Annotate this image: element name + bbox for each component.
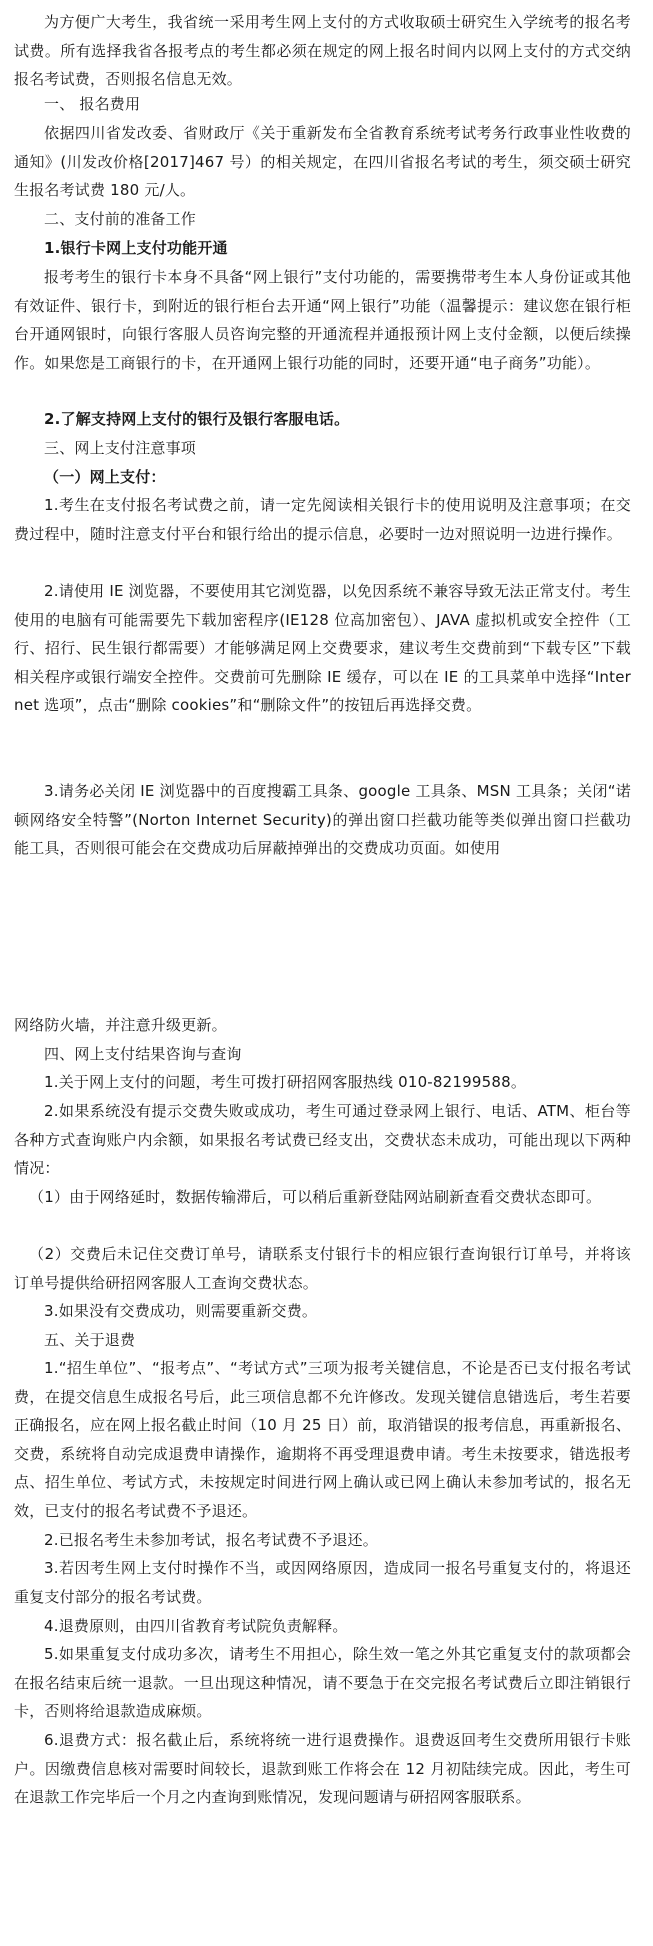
refund-paragraph-5: 5.如果重复支付成功多次，请考生不用担心，除生效一笔之外其它重复支付的款项都会在报名结束后统一退款。一旦出现这种情况，请不要急于在交完报名考试费后立即注销银行卡，否则将给退款造成麻烦。 — [14, 1645, 631, 1721]
notes-paragraph-3: 3.请务必关闭 IE 浏览器中的百度搜霸工具条、google 工具条、MSN 工具条；关闭“诺顿网络安全特警”(Norton Internet Security)的弹出窗口拦截功能等类似弹出窗口拦截功能工具，否则很可能会在交费成功后屏蔽掉弹出的交费成功页面。如使用 — [14, 782, 631, 858]
query-paragraph-2b: （2）交费后未记住交费订单号，请联系支付银行卡的相应银行查询银行订单号，并将该订单号提供给研招网客服人工查询交费状态。 — [14, 1245, 631, 1292]
section-heading-preparation: 二、支付前的准备工作 — [44, 210, 197, 228]
query-paragraph-2: 2.如果系统没有提示交费失败或成功，考生可通过登录网上银行、电话、ATM、柜台等各种方式查询账户内余额，如果报名考试费已经支出，交费状态未成功，可能出现以下两种情况： — [14, 1102, 631, 1178]
section-heading-refund: 五、关于退费 — [44, 1331, 136, 1349]
section-heading-query: 四、网上支付结果咨询与查询 — [44, 1045, 242, 1063]
subheading-card-activation: 1.银行卡网上支付功能开通 — [44, 239, 228, 257]
fee-paragraph: 依据四川省发改委、省财政厅《关于重新发布全省教育系统考试考务行政事业性收费的通知》(川发改价格[2017]467 号）的相关规定，在四川省报名考试的考生，须交硕士研究生报名考试费 180 元/人。 — [14, 124, 631, 200]
subheading-supported-banks: 2.了解支持网上支付的银行及银行客服电话。 — [44, 410, 350, 428]
section-heading-fee: 一、 报名费用 — [44, 95, 141, 113]
card-activation-paragraph: 报考考生的银行卡本身不具备“网上银行”支付功能的，需要携带考生本人身份证或其他有效证件、银行卡，到附近的银行柜台去开通“网上银行”功能（温馨提示：建议您在银行柜台开通网银时，向银行客服人员咨询完整的开通流程并通报预计网上支付金额，以便后续操作。如果您是工商银行的卡，在开通网上银行功能的同时，还要开通“电子商务”功能）。 — [14, 268, 631, 372]
notes-paragraph-1: 1.考生在支付报名考试费之前，请一定先阅读相关银行卡的使用说明及注意事项；在交费过程中，随时注意支付平台和银行给出的提示信息，必要时一边对照说明一边进行操作。 — [14, 496, 631, 543]
section-heading-notes: 三、网上支付注意事项 — [44, 439, 197, 457]
refund-paragraph-6: 6.退费方式：报名截止后，系统将统一进行退费操作。退费返回考生交费所用银行卡账户。因缴费信息核对需要时间较长，退款到账工作将会在 12 月初陆续完成。因此，考生可在退款工作完毕后一个月之内查询到账情况，发现问题请与研招网客服联系。 — [14, 1731, 631, 1807]
notes-paragraph-3-continued: 网络防火墙，并注意升级更新。 — [14, 1016, 227, 1034]
notes-paragraph-2: 2.请使用 IE 浏览器，不要使用其它浏览器，以免因系统不兼容导致无法正常支付。考生使用的电脑有可能需要先下载加密程序(IE128 位高加密包）、JAVA 虚拟机或安全控件（工行、招行、民生银行都需要）才能够满足网上交费要求，建议考生交费前到“下载专区”下载相关程序或银行端安全控件。交费前可先删除 IE 缓存，可以在 IE 的工具菜单中选择“Internet 选项”，点击“删除 cookies”和“删除文件”的按钮后再选择交费。 — [14, 582, 631, 715]
intro-paragraph: 为方便广大考生，我省统一采用考生网上支付的方式收取硕士研究生入学统考的报名考试费。所有选择我省各报考点的考生都必须在规定的网上报名时间内以网上支付的方式交纳报名考试费，否则报名信息无效。 — [14, 13, 631, 89]
subheading-online-payment: （一）网上支付： — [44, 468, 166, 486]
query-paragraph-1: 1.关于网上支付的问题，考生可拨打研招网客服热线 010-82199588。 — [44, 1073, 527, 1091]
query-paragraph-3: 3.如果没有交费成功，则需要重新交费。 — [44, 1302, 318, 1320]
query-paragraph-2a: （1）由于网络延时，数据传输滞后，可以稍后重新登陆网站刷新查看交费状态即可。 — [29, 1188, 602, 1206]
refund-paragraph-4: 4.退费原则，由四川省教育考试院负责解释。 — [44, 1617, 348, 1635]
refund-paragraph-3: 3.若因考生网上支付时操作不当，或因网络原因，造成同一报名号重复支付的，将退还重复支付部分的报名考试费。 — [14, 1559, 631, 1606]
refund-paragraph-1: 1.“招生单位”、“报考点”、“考试方式”三项为报考关键信息，不论是否已支付报名考试费，在提交信息生成报名号后，此三项信息都不允许修改。发现关键信息错选后，考生若要正确报名，应在网上报名截止时间（10 月 25 日）前，取消错误的报考信息，再重新报名、交费，系统将自动完成退费申请操作，逾期将不再受理退费申请。考生未按要求，错选报考点、招生单位、考试方式，未按规定时间进行网上确认或已网上确认未参加考试的，报名无效，已支付的报名考试费不予退还。 — [14, 1359, 631, 1520]
refund-paragraph-2: 2.已报名考生未参加考试，报名考试费不予退还。 — [44, 1531, 378, 1549]
